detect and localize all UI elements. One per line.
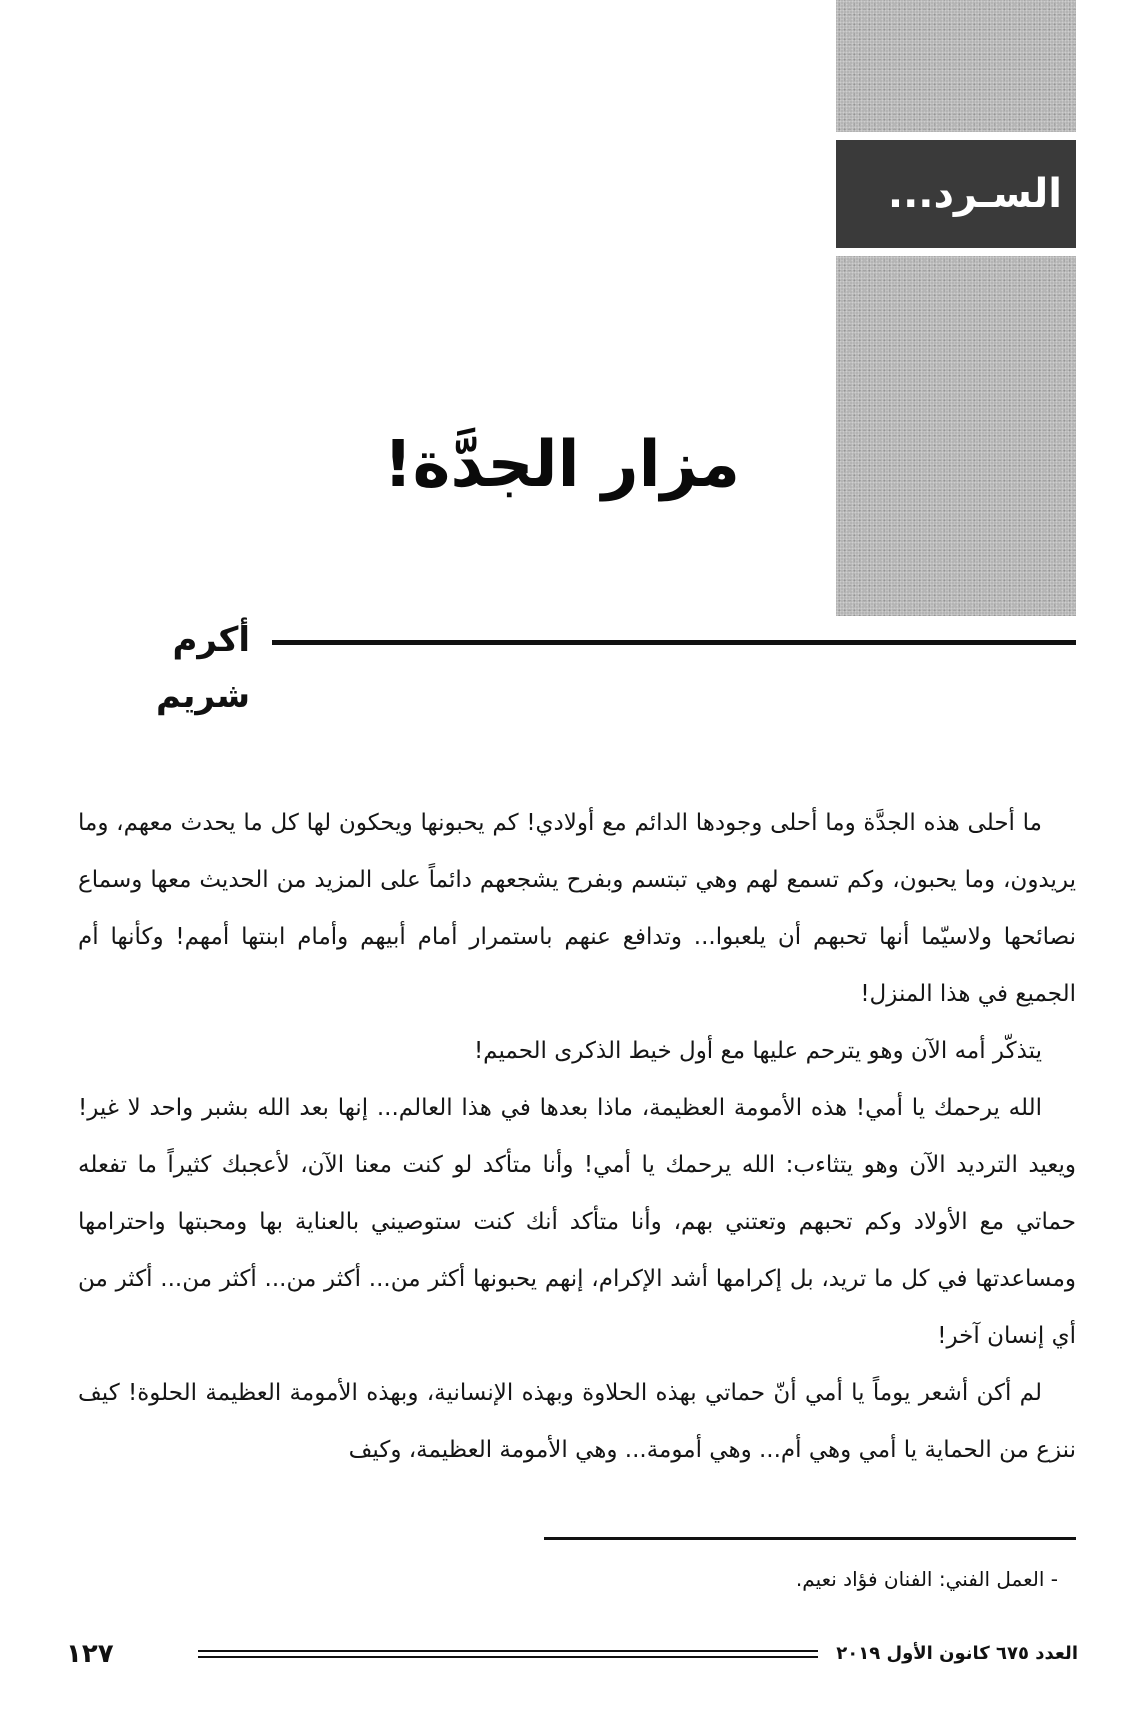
article-body <box>78 795 1076 1479</box>
paragraph: يتذكّر أمه الآن وهو يترحم عليها مع أول خيط الذكرى الحميم! <box>473 1038 1042 1064</box>
paragraph: ما أحلى هذه الجدَّة وما أحلى وجودها الدائم مع أولادي! كم يحبونها ويحكون لها كل ما يحدث معهم، وما يريدون، وما يحبون، وكم تسمع لهم وهي تبتسم وبفرح يشجعهم دائماً على المزيد من الحديث معها وسماع نصائحها ولاسيّما أنها تحبهم أن يلعبوا... وتدافع عنهم باستمرار أمام أبيهم وأمام ابنتها أمهم! وكأنها أم الجميع في هذا المنزل! <box>78 810 1076 1007</box>
paragraph: الله يرحمك يا أمي! هذه الأمومة العظيمة، ماذا بعدها في هذا العالم... إنها بعد الله بشبر واحد لا غير! ويعيد الترديد الآن وهو يتثاءب: الله يرحمك يا أمي! وأنا متأكد لو كنت معنا الآن، لأعجبك كثيراً ما تفعله حماتي مع الأولاد وكم تحبهم وتعتني بهم، وأنا متأكد أنك كنت ستوصيني بالعناية بها ومحبتها واحترامها ومساعدتها في كل ما تريد، بل إكرامها أشد الإكرام، إنهم يحبونها أكثر من... أكثر من... أكثر من... أكثر من أي إنسان آخر! <box>78 1095 1076 1349</box>
artwork-credit: - العمل الفني: الفنان فؤاد نعيم. <box>795 1567 1058 1591</box>
article-title: مزار الجدَّة! <box>383 428 740 502</box>
section-label-text: السـرد... <box>887 171 1062 217</box>
paragraph: لم أكن أشعر يوماً يا أمي أنّ حماتي بهذه الحلاوة وبهذه الإنسانية، وبهذه الأمومة العظيمة الحلوة! كيف ننزع من الحماية يا أمي وهي أم... وهي أمومة... وهي الأمومة العظيمة، وكيف <box>78 1380 1076 1463</box>
author-divider <box>272 640 1076 645</box>
decorative-texture-top <box>836 0 1076 132</box>
issue-info: العدد ٦٧٥ كانون الأول ٢٠١٩ <box>836 1643 1078 1664</box>
author-name: أكرم شريم <box>155 620 250 716</box>
decorative-texture-bottom <box>836 256 1076 616</box>
footer-divider-bottom <box>198 1656 818 1658</box>
section-label <box>836 140 1076 248</box>
footer-divider-top <box>198 1650 818 1652</box>
page-number: ١٢٧ <box>66 1639 114 1669</box>
footnote-divider <box>544 1537 1076 1540</box>
